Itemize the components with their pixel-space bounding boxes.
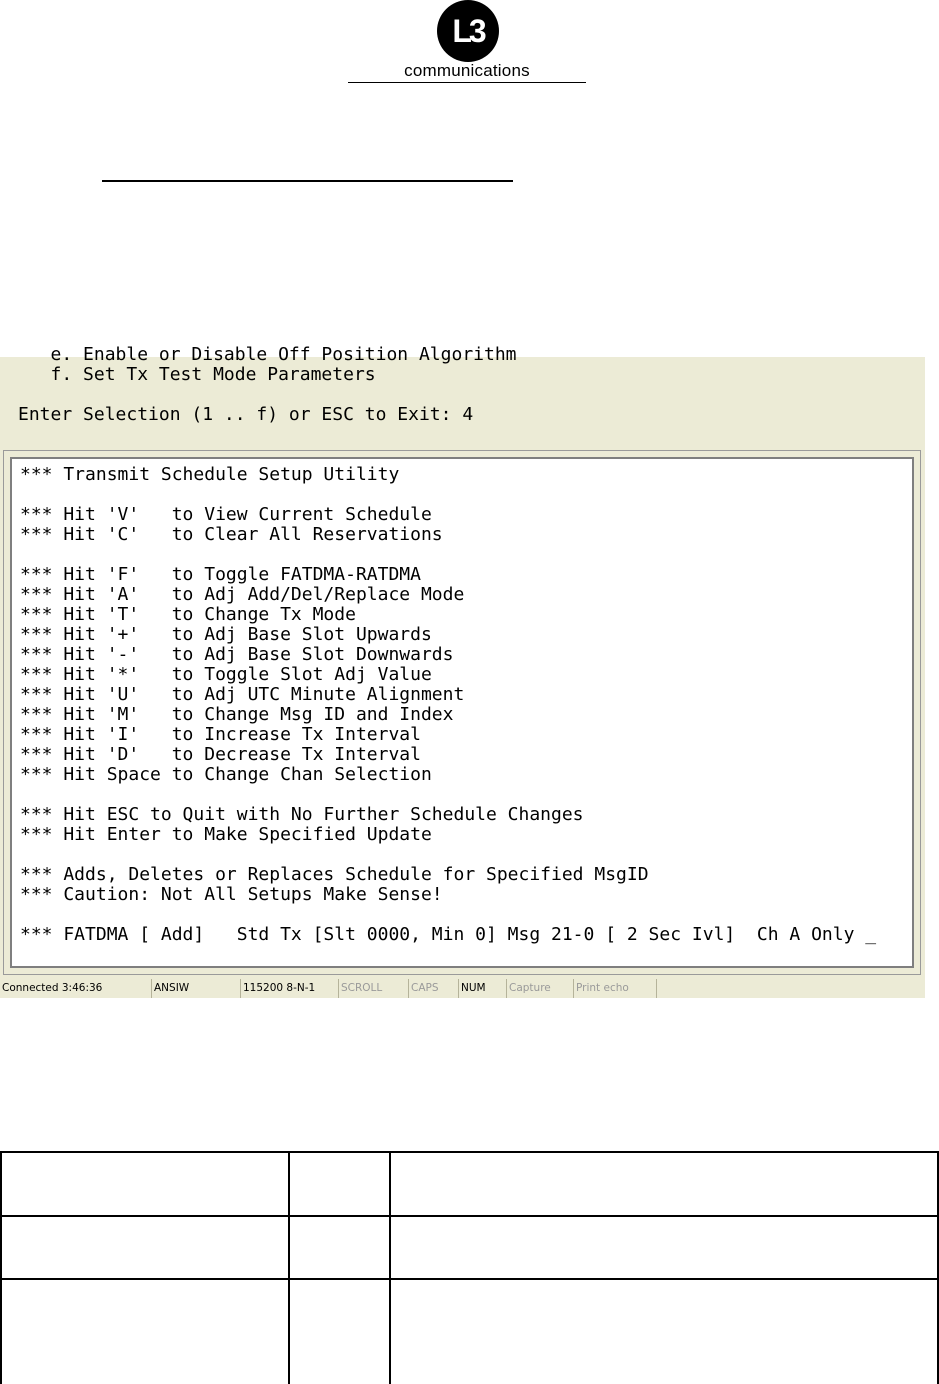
- table-row-divider: [0, 1215, 939, 1217]
- terminal-screen[interactable]: [10, 457, 914, 968]
- terminal-line: *** Hit 'I' to Increase Tx Interval: [20, 724, 421, 745]
- table-border-top: [0, 1151, 939, 1153]
- terminal-line: *** Adds, Deletes or Replaces Schedule for Specified MsgID: [20, 864, 649, 885]
- table-column-divider: [389, 1151, 391, 1384]
- terminal-line: [20, 905, 876, 925]
- terminal-window: [0, 344, 925, 998]
- terminal-panel: [3, 450, 921, 975]
- terminal-line: *** Hit Enter to Make Specified Update: [20, 824, 432, 845]
- table-column-divider: [288, 1151, 290, 1384]
- l3-communications-logo: [348, 0, 586, 86]
- terminal-line: *** Transmit Schedule Setup Utility: [20, 464, 400, 485]
- status-num: NUM: [459, 979, 507, 998]
- status-connected: Connected 3:46:36: [0, 979, 152, 998]
- table-row-divider: [0, 1278, 939, 1280]
- terminal-line: *** Caution: Not All Setups Make Sense!: [20, 884, 443, 905]
- terminal-line: *** Hit 'F' to Toggle FATDMA-RATDMA: [20, 564, 421, 585]
- menu-line: e. Enable or Disable Off Position Algorithm: [18, 344, 517, 365]
- terminal-line: *** Hit 'D' to Decrease Tx Interval: [20, 744, 421, 765]
- schedule-utility-output: [20, 465, 876, 945]
- terminal-line: *** Hit 'V' to View Current Schedule: [20, 504, 432, 525]
- terminal-line: *** Hit 'A' to Adj Add/Del/Replace Mode: [20, 584, 465, 605]
- status-empty: [657, 979, 925, 998]
- schedule-status-line: *** FATDMA [ Add] Std Tx [Slt 0000, Min 0] Msg 21-0 [ 2 Sec Ivl] Ch A Only _: [20, 924, 877, 945]
- terminal-line: *** Hit '-' to Adj Base Slot Downwards: [20, 644, 454, 665]
- terminal-line: [20, 845, 876, 865]
- menu-line: f. Set Tx Test Mode Parameters: [18, 364, 376, 385]
- logo-underline: [348, 82, 586, 83]
- terminal-line: *** Hit '*' to Toggle Slot Adj Value: [20, 664, 432, 685]
- menu-lines: [18, 345, 517, 425]
- terminal-line: [20, 485, 876, 505]
- terminal-line: *** Hit 'M' to Change Msg ID and Index: [20, 704, 454, 725]
- terminal-line: *** Hit 'C' to Clear All Reservations: [20, 524, 443, 545]
- status-emulation: ANSIW: [152, 979, 241, 998]
- empty-table: [0, 1151, 939, 1384]
- terminal-line: *** Hit Space to Change Chan Selection: [20, 764, 432, 785]
- status-print-echo: Print echo: [574, 979, 657, 998]
- status-port-settings: 115200 8-N-1: [241, 979, 339, 998]
- selection-prompt: Enter Selection (1 .. f) or ESC to Exit: 4: [18, 404, 474, 425]
- terminal-line: *** Hit '+' to Adj Base Slot Upwards: [20, 624, 432, 645]
- terminal-line: *** Hit 'T' to Change Tx Mode: [20, 604, 356, 625]
- status-bar: [0, 979, 925, 998]
- terminal-line: *** Hit ESC to Quit with No Further Schedule Changes: [20, 804, 584, 825]
- logo-mark-text: L3: [452, 13, 484, 49]
- menu-line: [18, 385, 517, 405]
- terminal-line: *** Hit 'U' to Adj UTC Minute Alignment: [20, 684, 465, 705]
- status-caps: CAPS: [409, 979, 459, 998]
- status-capture: Capture: [507, 979, 574, 998]
- terminal-line: [20, 545, 876, 565]
- terminal-line: [20, 785, 876, 805]
- heading-underline: [102, 180, 513, 182]
- l3-logo-mark: [437, 0, 499, 62]
- table-border-left: [0, 1151, 2, 1384]
- status-scroll: SCROLL: [339, 979, 409, 998]
- logo-wordmark: communications: [404, 61, 530, 80]
